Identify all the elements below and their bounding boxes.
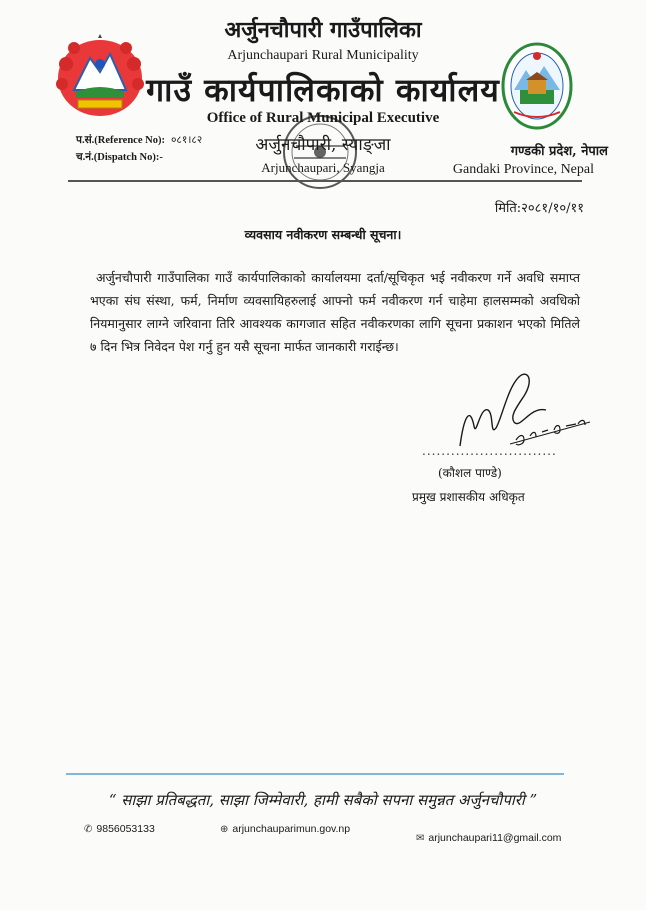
website-link[interactable]: arjunchauparimun.gov.np bbox=[232, 823, 351, 835]
phone-number: 9856053133 bbox=[96, 823, 155, 835]
reference-label: प.सं.(Reference No): bbox=[76, 135, 165, 146]
signer-name: (कौशल पाण्डे) bbox=[438, 466, 502, 480]
signature-line: ............................ bbox=[422, 444, 557, 458]
province-en: Gandaki Province, Nepal bbox=[452, 162, 594, 177]
footer-slogan: “ साझा प्रतिबद्धता, साझा जिम्मेवारी, हामी सबैको सपना समुन्नत अर्जुनचौपारी ” bbox=[108, 791, 538, 809]
district-np: अर्जुनचौपारी, स्याङ्जा bbox=[255, 135, 391, 155]
municipality-name-en: Arjunchaupari Rural Municipality bbox=[227, 48, 419, 63]
globe-icon: ⊕ bbox=[220, 823, 229, 835]
phone-icon: ✆ bbox=[84, 823, 93, 835]
municipality-name-np: अर्जुनचौपारी गाउँपालिका bbox=[224, 17, 422, 43]
envelope-icon: ✉ bbox=[416, 832, 425, 844]
dispatch-number: च.नं.(Dispatch No):- bbox=[76, 152, 163, 163]
office-name-np: गाउँ कार्यपालिकाको कार्यालय bbox=[146, 71, 500, 109]
letter-body: अर्जुनचौपारी गाउँपालिका गाउँ कार्यपालिकाको कार्यालयमा दर्ता/सूचिकृत भई नवीकरण गर्ने अवधि समाप्त भएका संघ संस्था, फर्म, निर्माण व्यवसायिहरुलाई आफ्नो फर्म नवीकरण गर्न चाहेमा हालसम्मको अवधिको नियमानुसार लाग्ने जरिवाना तिरि आवश्यक कागजात सहित नवीकरणका लागि सूचना प्रकाशन भएको मितिले ७ दिन भित्र निवेदन पेश गर्नु हुन यसै सूचना मार्फत जानकारी गराईन्छ। bbox=[90, 270, 580, 354]
district-en: Arjunchaupari, Syangja bbox=[261, 160, 385, 175]
footer-phone bbox=[84, 823, 155, 835]
footer-email[interactable] bbox=[416, 832, 561, 844]
province-np: गण्डकी प्रदेश, नेपाल bbox=[510, 144, 608, 159]
email-link[interactable]: arjunchaupari11@gmail.com bbox=[428, 832, 562, 844]
footer-divider bbox=[66, 773, 564, 775]
reference-value: ०८१।८२ bbox=[170, 135, 203, 146]
signer-title: प्रमुख प्रशासकीय अधिकृत bbox=[412, 490, 525, 504]
letter-subject: व्यवसाय नवीकरण सम्बन्धी सूचना। bbox=[244, 227, 402, 242]
footer-website[interactable] bbox=[220, 823, 350, 835]
reference-number bbox=[76, 133, 202, 147]
office-name-en: Office of Rural Municipal Executive bbox=[206, 110, 440, 126]
letter-date: मिति:२०८१/१०/११ bbox=[494, 201, 584, 216]
header-divider bbox=[68, 180, 582, 182]
handwritten-signature bbox=[450, 366, 600, 456]
